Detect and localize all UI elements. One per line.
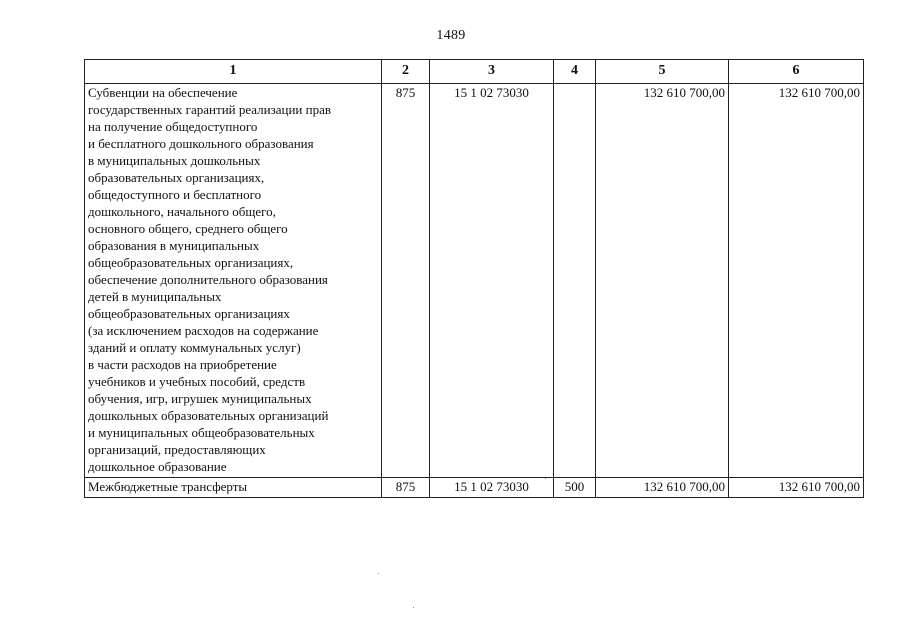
page-number: [0, 28, 905, 44]
subvention-amount-col5: 132 610 700,00: [596, 84, 729, 478]
description-line: общеобразовательных организациях,: [88, 255, 294, 270]
page-number-text: 1489: [436, 28, 466, 43]
transfers-amount-col6: 132 610 700,00: [729, 478, 864, 498]
table-row-transfers: [85, 478, 864, 498]
description-line: в части расходов на приобретение: [88, 357, 277, 372]
header-col-2: 2: [382, 60, 430, 84]
description-line: государственных гарантий реализации прав: [88, 102, 332, 117]
transfers-ministry-code: 875: [382, 478, 430, 498]
description-line: детей в муниципальных: [88, 289, 222, 304]
description-line: дошкольных образовательных организаций: [88, 408, 329, 423]
description-line: основного общего, среднего общего: [88, 221, 288, 236]
header-col-3: 3: [430, 60, 554, 84]
description-line: и бесплатного дошкольного образования: [88, 136, 314, 151]
header-row: [85, 60, 864, 84]
description-line: организаций, предоставляющих: [88, 442, 266, 457]
subvention-expense-type: [554, 84, 596, 478]
transfers-amount-col5: 132 610 700,00: [596, 478, 729, 498]
transfers-description: Межбюджетные трансферты: [85, 478, 382, 498]
transfers-expense-type: 500: [554, 478, 596, 498]
header-col-4: 4: [554, 60, 596, 84]
description-line: на получение общедоступного: [88, 119, 258, 134]
table-header: [85, 60, 864, 84]
transfers-target-code: 15 1 02 73030: [430, 478, 554, 498]
description-line: (за исключением расходов на содержание: [88, 323, 319, 338]
description-line: общедоступного и бесплатного: [88, 187, 262, 202]
scan-speck: [545, 478, 546, 479]
description-line: и муниципальных общеобразовательных: [88, 425, 315, 440]
description-line: дошкольного, начального общего,: [88, 204, 276, 219]
table-row-subvention: [85, 84, 864, 478]
description-line: зданий и оплату коммунальных услуг): [88, 340, 301, 355]
header-col-5: 5: [596, 60, 729, 84]
header-col-1: 1: [85, 60, 382, 84]
description-line: в муниципальных дошкольных: [88, 153, 261, 168]
scan-speck: [378, 573, 379, 574]
scan-speck: [413, 607, 414, 608]
budget-table: [84, 59, 864, 498]
description-line: обучения, игр, игрушек муниципальных: [88, 391, 312, 406]
description-line: образования в муниципальных: [88, 238, 260, 253]
description-line: обеспечение дополнительного образования: [88, 272, 328, 287]
description-line: Субвенции на обеспечение: [88, 85, 238, 100]
description-line: дошкольное образование: [88, 459, 227, 474]
subvention-description: [85, 84, 382, 478]
description-line: учебников и учебных пособий, средств: [88, 374, 306, 389]
subvention-amount-col6: 132 610 700,00: [729, 84, 864, 478]
subvention-ministry-code: 875: [382, 84, 430, 478]
description-line: общеобразовательных организациях: [88, 306, 290, 321]
subvention-target-code: 15 1 02 73030: [430, 84, 554, 478]
header-col-6: 6: [729, 60, 864, 84]
description-line: образовательных организациях,: [88, 170, 265, 185]
